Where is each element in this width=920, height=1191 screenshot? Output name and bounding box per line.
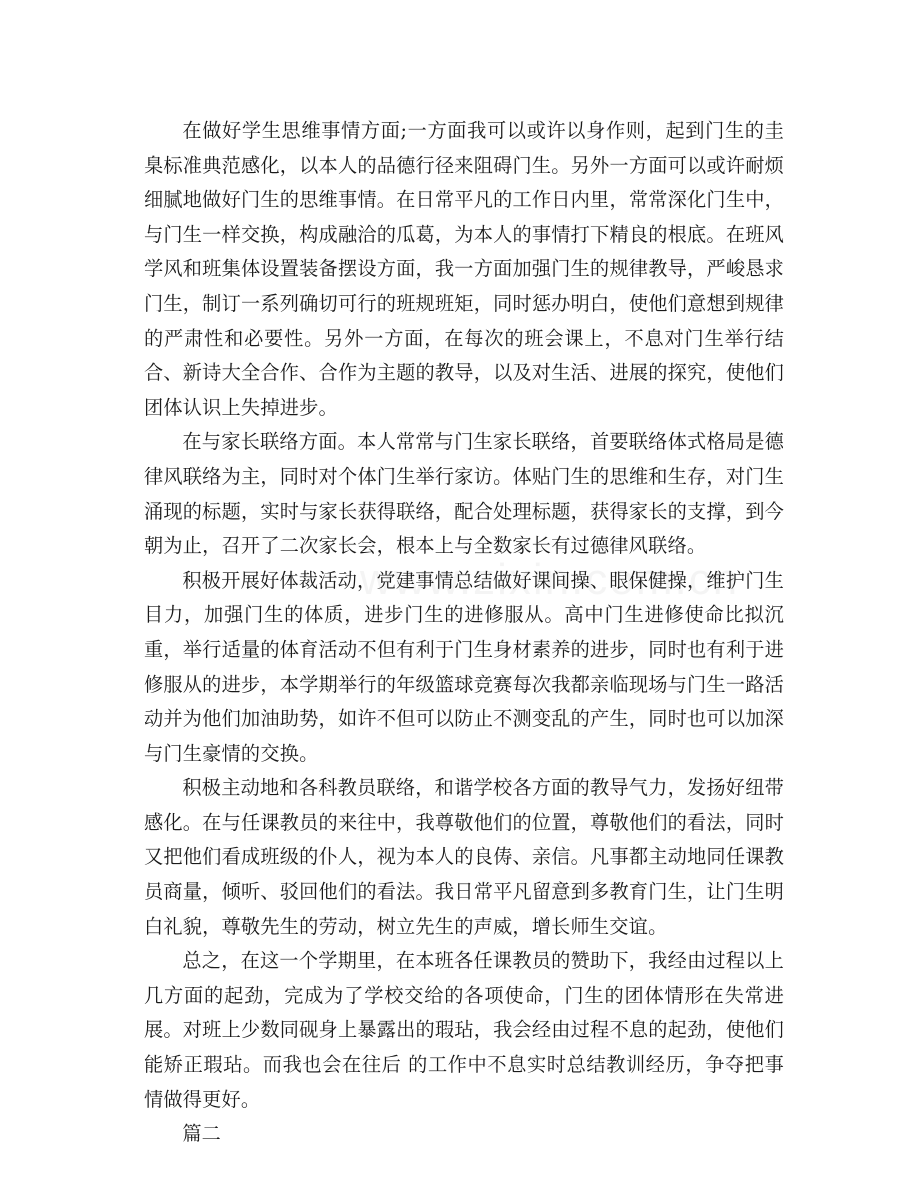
paragraph-1: 在做好学生思维事情方面;一方面我可以或许以身作则，起到门生的圭臬标准典范感化，以本人的品德行径来阻碍门生。另外一方面可以或许耐烦细腻地做好门生的思维事情。在日常平凡的工作日内里，常常深化门生中，与门生一样交换，构成融洽的瓜葛，为本人的事情打下精良的根底。在班风学风和班集体设置装备摆设方面，我一方面加强门生的规律教导，严峻恳求门生，制订一系列确切可行的班规班矩，同时惩办明白，使他们意想到规律的严肃性和必要性。另外一方面，在每次的班会课上，不息对门生举行结合、新诗大全合作、合作为主题的教导，以及对生活、进展的探究，使他们团体认识上失掉进步。 xyxy=(144,119,784,419)
paragraph-2: 在与家长联络方面。本人常常与门生家长联络，首要联络体式格局是德律风联络为主，同时对个体门生举行家访。体贴门生的思维和生存，对门生涌现的标题，实时与家长获得联络，配合处理标题，获得家长的支撑，到今朝为止，召开了二次家长会，根本上与全数家长有过德律风联络。 xyxy=(144,430,784,558)
document-page xyxy=(144,114,784,1152)
paragraph-3: 积极开展好体裁活动，党建事情总结做好课间操、眼保健操，维护门生目力，加强门生的体质，进步门生的进修服从。高中门生进修使命比拟沉重，举行适量的体育活动不但有利于门生身材素养的进步，同时也有利于进修服从的进步，本学期举行的年级篮球竞赛每次我都亲临现场与门生一路活动并为他们加油助势，如许不但可以防止不测变乱的产生，同时也可以加深与门生豪情的交换。 xyxy=(144,568,784,765)
paragraph-4: 积极主动地和各科教员联络，和谐学校各方面的教导气力，发扬好纽带感化。在与任课教员的来往中，我尊敬他们的位置，尊敬他们的看法，同时又把他们看成班级的仆人，视为本人的良俦、亲信。凡事都主动地同任课教员商量，倾听、驳回他们的看法。我日常平凡留意到多教育门生，让门生明白礼貌，尊敬先生的劳动，树立先生的声威，增长师生交谊。 xyxy=(144,776,784,938)
paragraph-5: 总之，在这一个学期里，在本班各任课教员的赞助下，我经由过程以上几方面的起劲，完成为了学校交给的各项使命，门生的团体情形在失常进展。对班上少数同砚身上暴露出的瑕玷，我会经由过程不息的起劲，使他们能矫正瑕玷。而我也会在往后 的工作中不息实时总结教训经历，争夺把事情做得更好。 xyxy=(144,949,784,1111)
section-heading: 篇二 xyxy=(182,1122,221,1146)
